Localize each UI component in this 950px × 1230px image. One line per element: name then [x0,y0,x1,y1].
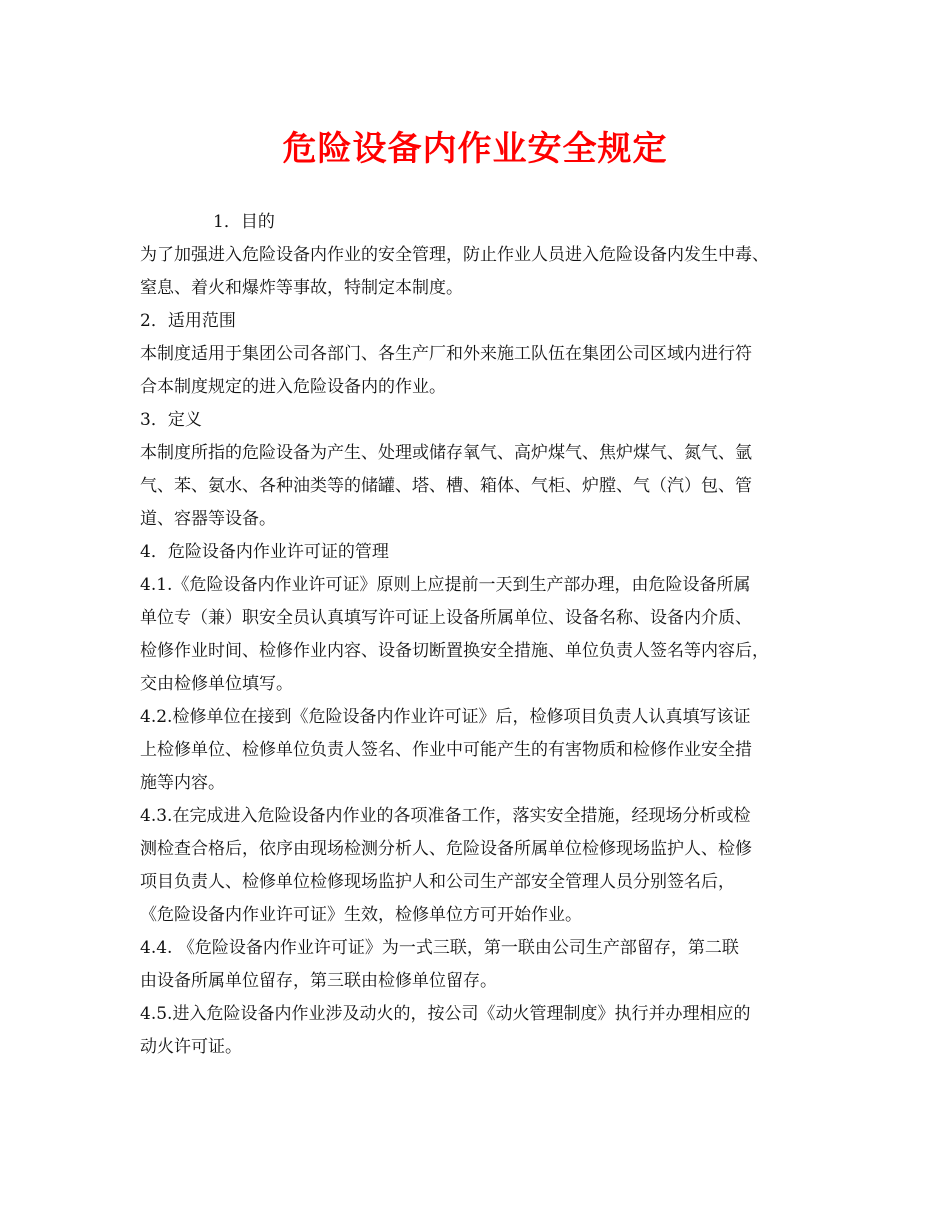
paragraph-line: 单位专（兼）职安全员认真填写许可证上设备所属单位、设备名称、设备内介质、 [140,608,752,628]
paragraph-line: 合本制度规定的进入危险设备内的作业。 [140,377,446,397]
document-body [140,206,820,1064]
section-heading-definition: 3．定义 [140,410,202,430]
paragraph-line: 4.4. 《危险设备内作业许可证》为一式三联，第一联由公司生产部留存，第二联 [140,938,739,958]
paragraph-line: 交由检修单位填写。 [140,674,293,694]
section-heading-purpose: 1．目的 [213,212,275,232]
paragraph-line: 气、苯、氨水、各种油类等的储罐、塔、槽、箱体、气柜、炉膛、气（汽）包、管 [140,476,752,496]
paragraph-line: 4.5.进入危险设备内作业涉及动火的，按公司《动火管理制度》执行并办理相应的 [140,1004,751,1024]
paragraph-line: 本制度所指的危险设备为产生、处理或储存氧气、高炉煤气、焦炉煤气、氮气、氩 [140,443,752,463]
paragraph-line: 检修作业时间、检修作业内容、设备切断置换安全措施、单位负责人签名等内容后， [140,641,769,661]
paragraph-line: 由设备所属单位留存，第三联由检修单位留存。 [140,971,497,991]
paragraph-line: 本制度适用于集团公司各部门、各生产厂和外来施工队伍在集团公司区域内进行符 [140,344,752,364]
paragraph-line: 为了加强进入危险设备内作业的安全管理，防止作业人员进入危险设备内发生中毒、 [140,245,769,265]
paragraph-line: 道、容器等设备。 [140,509,276,529]
section-heading-permit-management: 4．危险设备内作业许可证的管理 [140,542,389,562]
paragraph-line: 上检修单位、检修单位负责人签名、作业中可能产生的有害物质和检修作业安全措 [140,740,752,760]
paragraph-line: 施等内容。 [140,773,225,793]
paragraph-line: 窒息、着火和爆炸等事故，特制定本制度。 [140,278,463,298]
paragraph-line: 4.1.《危险设备内作业许可证》原则上应提前一天到生产部办理，由危险设备所属 [140,575,751,595]
paragraph-line: 测检查合格后，依序由现场检测分析人、危险设备所属单位检修现场监护人、检修 [140,839,752,859]
paragraph-line: 4.2.检修单位在接到《危险设备内作业许可证》后，检修项目负责人认真填写该证 [140,707,751,727]
paragraph-line: 项目负责人、检修单位检修现场监护人和公司生产部安全管理人员分别签名后， [140,872,735,892]
section-heading-scope: 2．适用范围 [140,311,236,331]
paragraph-line: 4.3.在完成进入危险设备内作业的各项准备工作，落实安全措施，经现场分析或检 [140,806,751,826]
paragraph-line: 动火许可证。 [140,1037,242,1057]
page-title: 危险设备内作业安全规定 [282,129,668,169]
paragraph-line: 《危险设备内作业许可证》生效，检修单位方可开始作业。 [140,905,582,925]
